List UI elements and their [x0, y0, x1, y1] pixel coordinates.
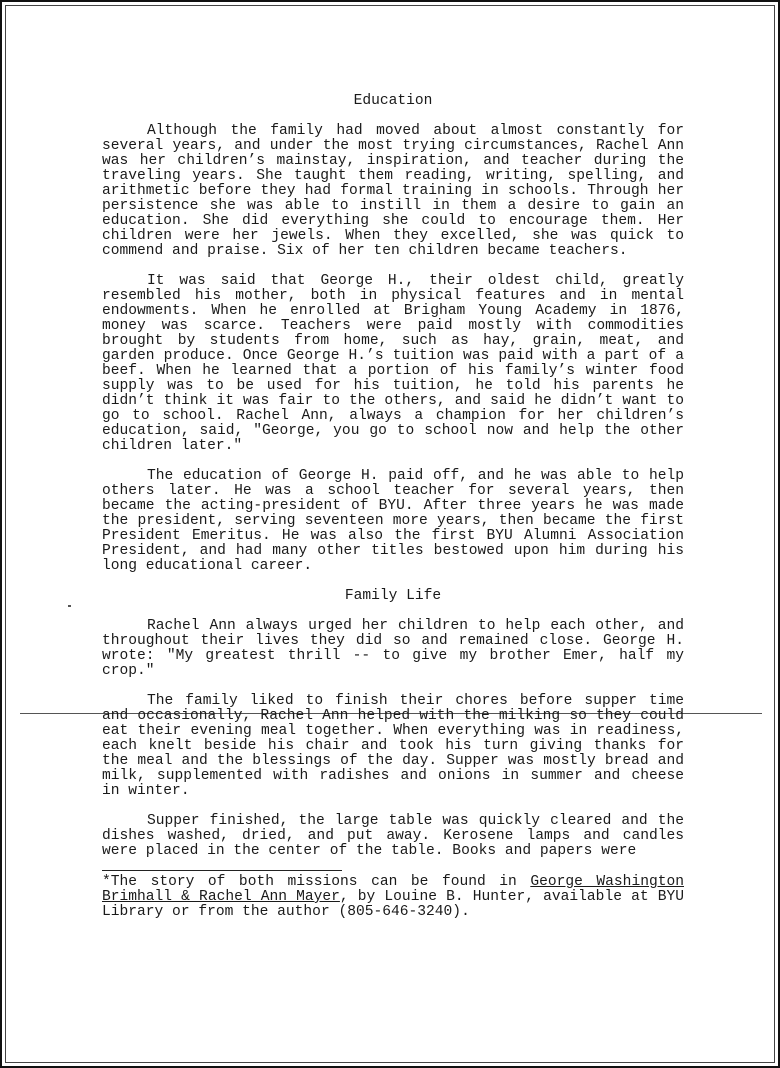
paragraph: Although the family had moved about almost constantly for several years, and under the most trying circumstances, Rachel Ann was her children’s mainstay, inspiration, and teacher during the traveling years. She taught them reading, writing, spelling, and arithmetic before they had formal training in schools. Through her persistence she was able to instill in them a desire to gain an education. She did everything she could to encourage them. Her children were her jewels. When they excelled, she was quick to commend and praise. Six of her ten children became teachers.	[102, 123, 684, 259]
paragraph: The education of George H. paid off, and he was able to help others later. He was a school teacher for several years, then became the acting-president of BYU. After three years he was made the president, serving seventeen more years, then became the first President Emeritus. He was also the first BYU Alumni Association President, and had many other titles bestowed upon him during his long educational career.	[102, 468, 684, 574]
section-heading-education: Education	[353, 93, 433, 109]
scan-artifact-mark	[68, 605, 71, 607]
paragraph: Rachel Ann always urged her children to help each other, and throughout their lives they did so and remained close. George H. wrote: "My greatest thrill -- to give my brother Emer, half my crop."	[102, 618, 684, 679]
document-body	[102, 94, 684, 920]
footnote	[102, 875, 684, 920]
section-heading-family-life: Family Life	[344, 588, 442, 604]
paragraph: The family liked to finish their chores before supper time and occasionally, Rachel Ann helped with the milking so they could eat their evening meal together. When everything was in readiness, each knelt beside his chair and took his turn giving thanks for the meal and the blessings of the day. Supper was mostly bread and milk, supplemented with radishes and onions in summer and cheese in winter.	[102, 693, 684, 799]
footnote-text: , by Louine B. Hunter, available at BYU Library or from the author (805-646-3240).	[102, 889, 684, 920]
footnote-text: *The story of both missions can be found in	[102, 874, 531, 890]
footnote-book-title: George Washington Brimhall & Rachel Ann Mayer	[102, 874, 684, 905]
paragraph: Supper finished, the large table was quickly cleared and the dishes washed, dried, and put away. Kerosene lamps and candles were placed in the center of the table. Books and papers were	[102, 813, 684, 859]
paragraph: It was said that George H., their oldest child, greatly resembled his mother, both in physical features and in mental endowments. When he enrolled at Brigham Young Academy in 1876, money was scarce. Teachers were paid mostly with commodities brought by students from home, such as hay, grain, meat, and garden produce. Once George H.’s tuition was paid with a part of a beef. When he learned that a portion of his family’s winter food supply was to be used for his tuition, he told his parents he didn’t think it was fair to the others, and said he didn’t want to go to school. Rachel Ann, always a champion for her children’s education, said, "George, you go to school now and help the other children later."	[102, 273, 684, 454]
footnote-divider	[102, 870, 342, 871]
